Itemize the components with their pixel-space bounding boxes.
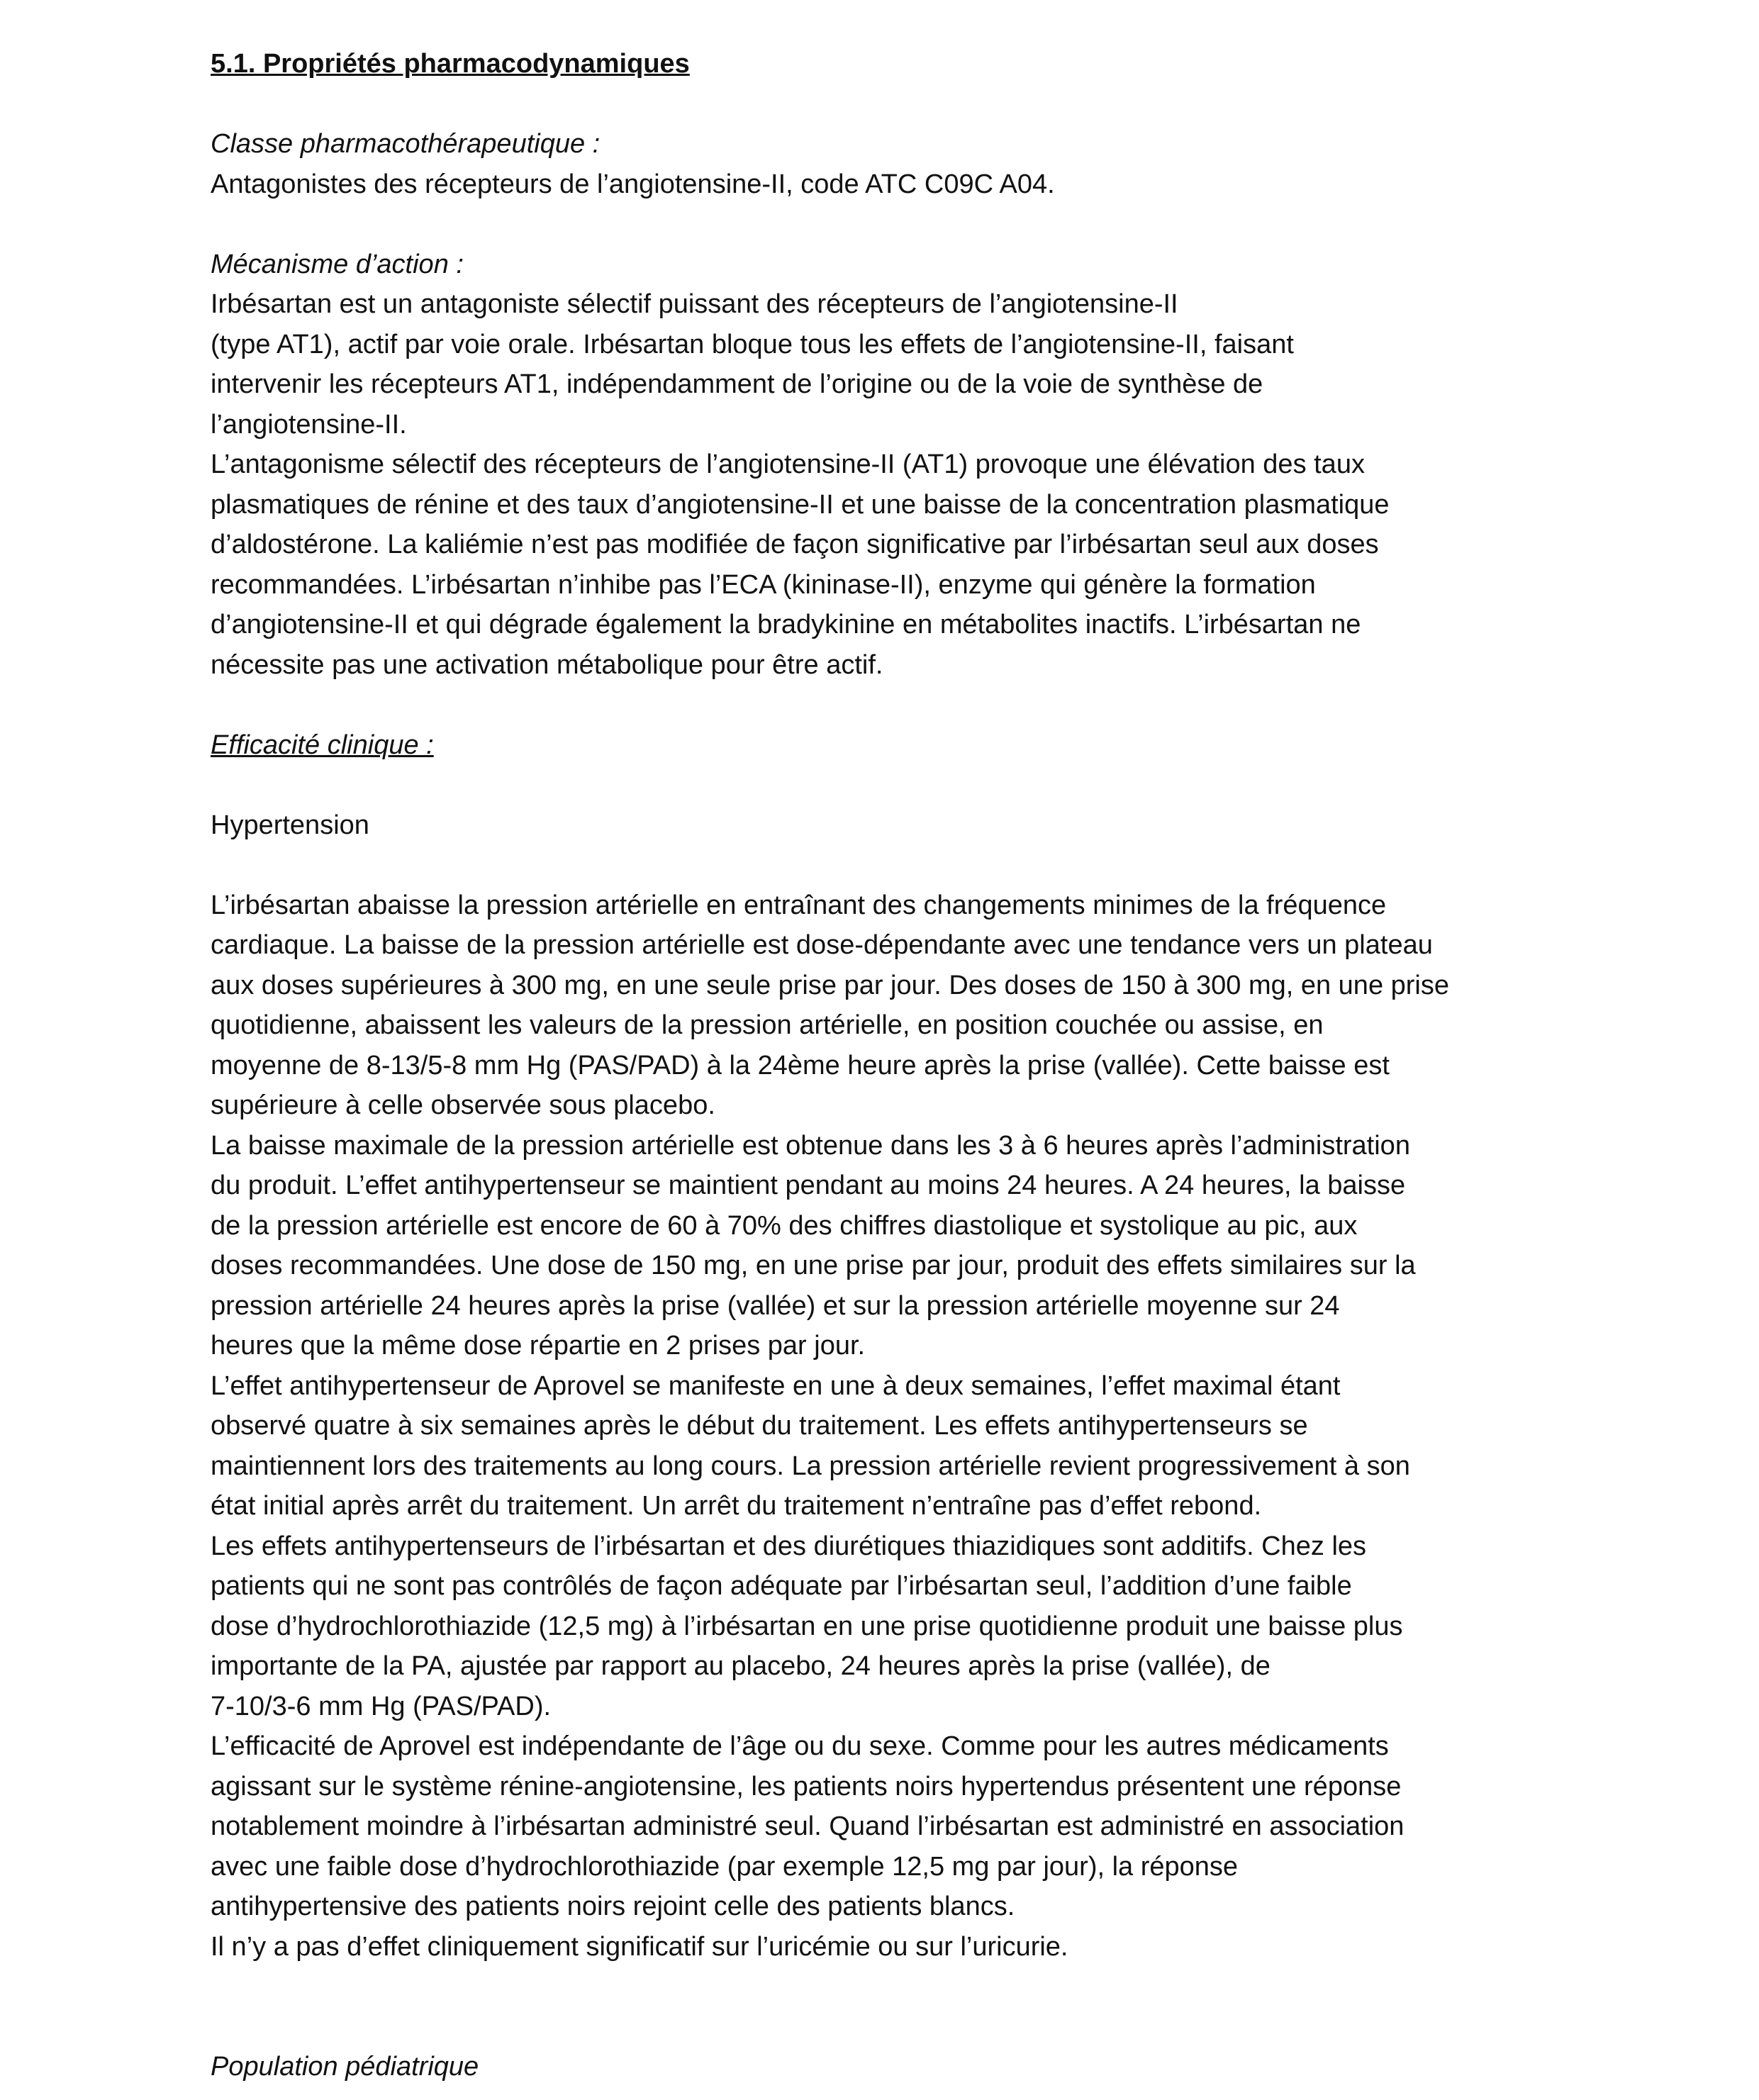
spacer: [211, 204, 1579, 245]
text-line: La baisse maximale de la pression artérielle est obtenue dans les 3 à 6 heures après l’administration: [211, 1130, 1410, 1161]
text-line: cardiaque. La baisse de la pression artérielle est dose-dépendante avec une tendance vers un plateau: [211, 930, 1433, 960]
text-line: L’irbésartan abaisse la pression artérielle en entraînant des changements minimes de la fréquence: [211, 890, 1387, 920]
text-line: observé quatre à six semaines après le début du traitement. Les effets antihypertenseurs se: [211, 1411, 1308, 1441]
document-page: [211, 44, 1579, 2087]
text-line: d’angiotensine-II et qui dégrade également la bradykinine en métabolites inactifs. L’irbésartan ne: [211, 610, 1361, 640]
classe-label: Classe pharmacothérapeutique :: [211, 129, 601, 159]
efficacite-paragraph: [211, 886, 1579, 1967]
text-line: 7-10/3-6 mm Hg (PAS/PAD).: [211, 1691, 552, 1721]
text-line: quotidienne, abaissent les valeurs de la pression artérielle, en position couchée ou assise, en: [211, 1010, 1324, 1040]
text-line: L’antagonisme sélectif des récepteurs de l’angiotensine-II (AT1) provoque une élévation des taux: [211, 449, 1365, 479]
mecanisme-label: Mécanisme d’action :: [211, 249, 464, 279]
section-title: 5.1. Propriétés pharmacodynamiques: [211, 49, 690, 79]
text-line: avec une faible dose d’hydrochlorothiazide (par exemple 12,5 mg par jour), la réponse: [211, 1851, 1239, 1882]
text-line: aux doses supérieures à 300 mg, en une seule prise par jour. Des doses de 150 à 300 mg, en une prise: [211, 970, 1449, 1000]
text-line: L’efficacité de Aprovel est indépendante de l’âge ou du sexe. Comme pour les autres médicaments: [211, 1731, 1389, 1761]
text-line: (type AT1), actif par voie orale. Irbésartan bloque tous les effets de l’angiotensine-II, faisant: [211, 329, 1294, 359]
spacer: [211, 1967, 1579, 2047]
text-line: patients qui ne sont pas contrôlés de façon adéquate par l’irbésartan seul, l’addition d’une faible: [211, 1571, 1352, 1601]
mecanisme-paragraph: [211, 284, 1579, 685]
text-line: Irbésartan est un antagoniste sélectif puissant des récepteurs de l’angiotensine-II: [211, 289, 1178, 319]
text-line: dose d’hydrochlorothiazide (12,5 mg) à l’irbésartan en une prise quotidienne produit une baisse plus: [211, 1611, 1403, 1641]
text-line: de la pression artérielle est encore de 60 à 70% des chiffres diastolique et systolique au pic, aux: [211, 1210, 1358, 1241]
text-line: intervenir les récepteurs AT1, indépendamment de l’origine ou de la voie de synthèse de: [211, 369, 1263, 399]
text-line: moyenne de 8-13/5-8 mm Hg (PAS/PAD) à la 24ème heure après la prise (vallée). Cette baisse est: [211, 1050, 1390, 1080]
text-line: maintiennent lors des traitements au long cours. La pression artérielle revient progressivement à son: [211, 1451, 1410, 1481]
text-line: antihypertensive des patients noirs rejoint celle des patients blancs.: [211, 1892, 1015, 1921]
text-line: heures que la même dose répartie en 2 prises par jour.: [211, 1331, 866, 1361]
text-line: Il n’y a pas d’effet cliniquement significatif sur l’uricémie ou sur l’uricurie.: [211, 1931, 1068, 1962]
text-line: L’effet antihypertenseur de Aprovel se manifeste en une à deux semaines, l’effet maximal étant: [211, 1370, 1341, 1401]
spacer: [211, 845, 1579, 886]
population-label: Population pédiatrique: [211, 2052, 479, 2082]
hypertension-heading: Hypertension: [211, 810, 369, 840]
classe-text: Antagonistes des récepteurs de l’angiotensine-II, code ATC C09C A04.: [211, 169, 1055, 199]
text-line: doses recommandées. Une dose de 150 mg, en une prise par jour, produit des effets similaires sur la: [211, 1251, 1416, 1280]
spacer: [211, 84, 1579, 125]
text-line: recommandées. L’irbésartan n’inhibe pas l’ECA (kininase-II), enzyme qui génère la formation: [211, 569, 1316, 600]
text-line: supérieure à celle observée sous placebo.: [211, 1090, 715, 1120]
text-line: du produit. L’effet antihypertenseur se maintient pendant au moins 24 heures. A 24 heures, la baisse: [211, 1171, 1406, 1200]
text-line: l’angiotensine-II.: [211, 409, 407, 440]
text-line: d’aldostérone. La kaliémie n’est pas modifiée de façon significative par l’irbésartan seul aux doses: [211, 530, 1379, 559]
text-line: nécessite pas une activation métabolique pour être actif.: [211, 649, 883, 680]
efficacite-label: Efficacité clinique :: [211, 730, 434, 760]
text-line: importante de la PA, ajustée par rapport au placebo, 24 heures après la prise (vallée), de: [211, 1651, 1271, 1681]
text-line: état initial après arrêt du traitement. Un arrêt du traitement n’entraîne pas d’effet rebond.: [211, 1491, 1262, 1521]
spacer: [211, 685, 1579, 725]
text-line: agissant sur le système rénine-angiotensine, les patients noirs hypertendus présentent une réponse: [211, 1771, 1402, 1802]
text-line: Les effets antihypertenseurs de l’irbésartan et des diurétiques thiazidiques sont additifs. Chez les: [211, 1531, 1367, 1561]
text-line: notablement moindre à l’irbésartan administré seul. Quand l’irbésartan est administré en association: [211, 1811, 1405, 1841]
text-line: plasmatiques de rénine et des taux d’angiotensine-II et une baisse de la concentration plasmatique: [211, 489, 1390, 520]
spacer: [211, 765, 1579, 805]
text-line: pression artérielle 24 heures après la prise (vallée) et sur la pression artérielle moyenne sur 24: [211, 1290, 1340, 1321]
